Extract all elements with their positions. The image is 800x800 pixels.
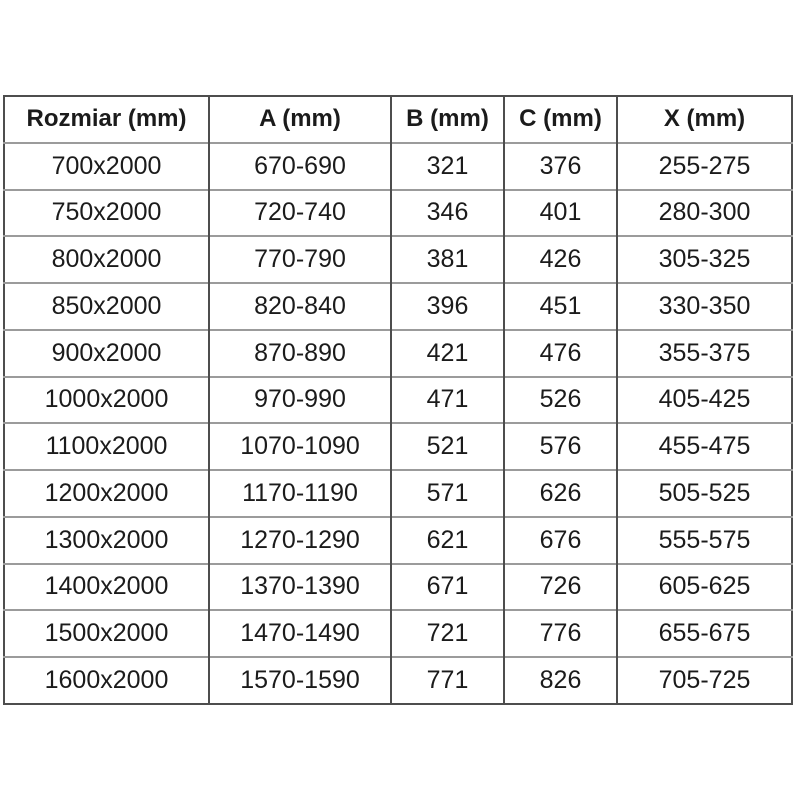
table-row xyxy=(4,236,792,283)
cell-size: 750x2000 xyxy=(4,190,209,237)
cell-a: 1270-1290 xyxy=(209,517,391,564)
table-row xyxy=(4,470,792,517)
table-row xyxy=(4,143,792,190)
cell-a: 820-840 xyxy=(209,283,391,330)
cell-a: 1170-1190 xyxy=(209,470,391,517)
cell-x: 280-300 xyxy=(617,190,792,237)
cell-b: 521 xyxy=(391,423,504,470)
table-row xyxy=(4,283,792,330)
cell-size: 1300x2000 xyxy=(4,517,209,564)
cell-x: 355-375 xyxy=(617,330,792,377)
cell-a: 870-890 xyxy=(209,330,391,377)
cell-a: 1570-1590 xyxy=(209,657,391,704)
cell-x: 405-425 xyxy=(617,377,792,424)
cell-c: 626 xyxy=(504,470,617,517)
table-row xyxy=(4,517,792,564)
cell-b: 471 xyxy=(391,377,504,424)
cell-c: 401 xyxy=(504,190,617,237)
cell-x: 555-575 xyxy=(617,517,792,564)
cell-size: 1200x2000 xyxy=(4,470,209,517)
cell-x: 255-275 xyxy=(617,143,792,190)
cell-size: 850x2000 xyxy=(4,283,209,330)
column-header-rozmiar: Rozmiar (mm) xyxy=(26,105,187,133)
cell-x: 305-325 xyxy=(617,236,792,283)
dimension-table xyxy=(3,95,793,705)
cell-c: 451 xyxy=(504,283,617,330)
header-row xyxy=(4,96,792,143)
cell-b: 381 xyxy=(391,236,504,283)
cell-c: 826 xyxy=(504,657,617,704)
cell-x: 655-675 xyxy=(617,610,792,657)
cell-c: 426 xyxy=(504,236,617,283)
cell-c: 776 xyxy=(504,610,617,657)
cell-x: 705-725 xyxy=(617,657,792,704)
cell-b: 771 xyxy=(391,657,504,704)
table-row xyxy=(4,190,792,237)
cell-c: 676 xyxy=(504,517,617,564)
cell-a: 670-690 xyxy=(209,143,391,190)
cell-size: 1100x2000 xyxy=(4,423,209,470)
dimension-table-container xyxy=(3,95,793,705)
cell-b: 671 xyxy=(391,564,504,611)
cell-b: 571 xyxy=(391,470,504,517)
cell-b: 346 xyxy=(391,190,504,237)
cell-a: 970-990 xyxy=(209,377,391,424)
table-row xyxy=(4,657,792,704)
cell-size: 1000x2000 xyxy=(4,377,209,424)
cell-size: 800x2000 xyxy=(4,236,209,283)
cell-x: 605-625 xyxy=(617,564,792,611)
table-row xyxy=(4,330,792,377)
table-row xyxy=(4,423,792,470)
cell-c: 526 xyxy=(504,377,617,424)
column-header-a: A (mm) xyxy=(209,96,391,143)
cell-b: 621 xyxy=(391,517,504,564)
cell-size: 900x2000 xyxy=(4,330,209,377)
table-row xyxy=(4,610,792,657)
cell-x: 505-525 xyxy=(617,470,792,517)
table-row xyxy=(4,377,792,424)
cell-a: 770-790 xyxy=(209,236,391,283)
cell-a: 1070-1090 xyxy=(209,423,391,470)
column-header-c: C (mm) xyxy=(504,96,617,143)
cell-size: 1600x2000 xyxy=(4,657,209,704)
cell-size: 1500x2000 xyxy=(4,610,209,657)
cell-x: 455-475 xyxy=(617,423,792,470)
table-row xyxy=(4,564,792,611)
cell-b: 721 xyxy=(391,610,504,657)
cell-c: 476 xyxy=(504,330,617,377)
cell-c: 726 xyxy=(504,564,617,611)
cell-a: 1370-1390 xyxy=(209,564,391,611)
column-header-b: B (mm) xyxy=(391,96,504,143)
cell-size: 1400x2000 xyxy=(4,564,209,611)
cell-c: 576 xyxy=(504,423,617,470)
column-header-x: X (mm) xyxy=(617,96,792,143)
cell-a: 720-740 xyxy=(209,190,391,237)
cell-b: 321 xyxy=(391,143,504,190)
cell-c: 376 xyxy=(504,143,617,190)
cell-b: 421 xyxy=(391,330,504,377)
cell-b: 396 xyxy=(391,283,504,330)
cell-x: 330-350 xyxy=(617,283,792,330)
cell-size: 700x2000 xyxy=(4,143,209,190)
cell-a: 1470-1490 xyxy=(209,610,391,657)
